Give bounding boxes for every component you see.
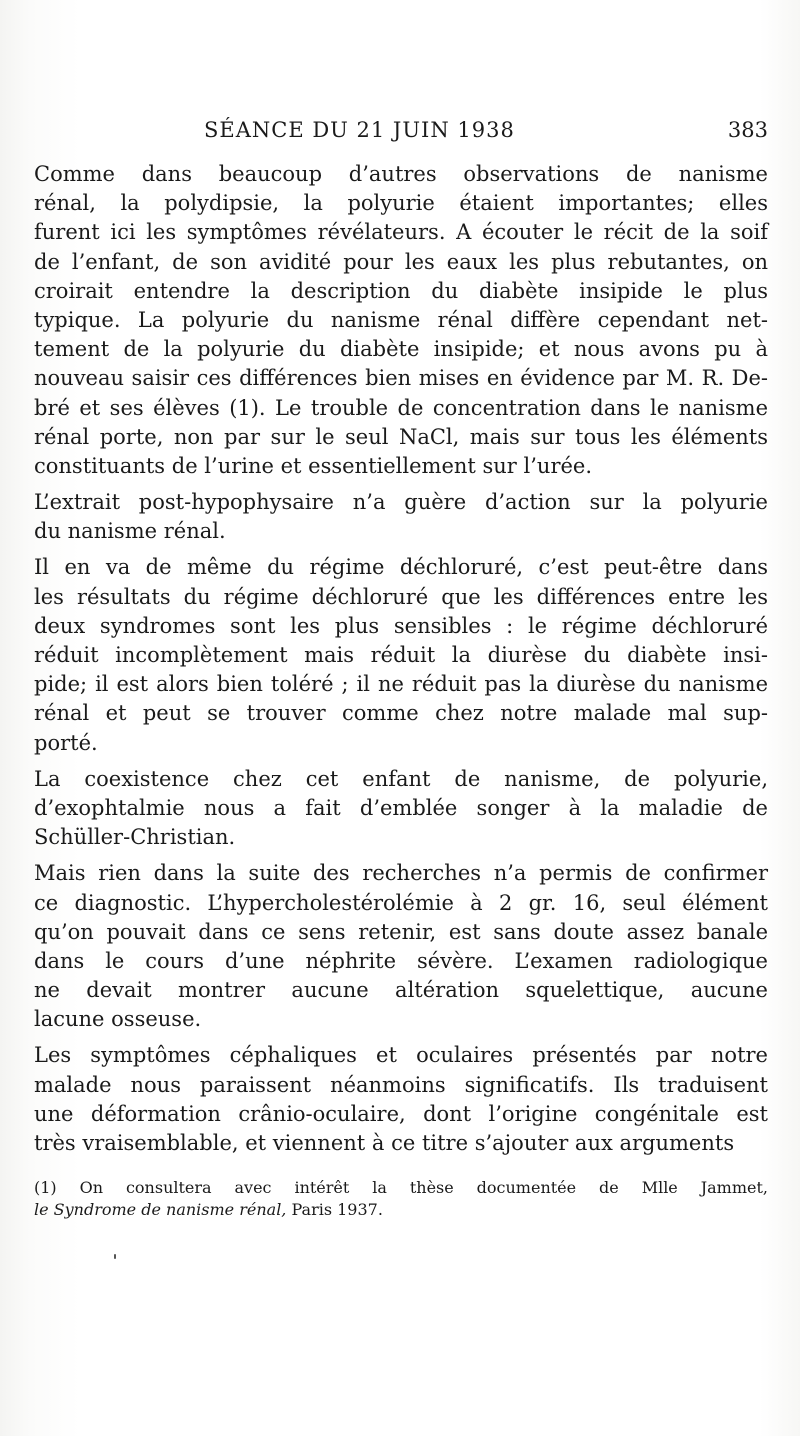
text-line: croirait entendre la description du diabète insipide le plus	[34, 278, 768, 303]
text-line: rénal et peut se trouver comme chez notre malade mal sup-	[34, 701, 768, 726]
text-line: rénal, la polydipsie, la polyurie étaient importantes; elles	[34, 191, 768, 216]
text-line: du nanisme rénal.	[34, 519, 226, 544]
text-line: Schüller-Christian.	[34, 825, 236, 850]
text-line: L’extrait post-hypophysaire n’a guère d’action sur la polyurie	[34, 490, 768, 515]
footnote	[34, 1177, 768, 1221]
paragraph-gap	[34, 546, 768, 553]
paragraph-gap	[34, 852, 768, 859]
text-line: ce diagnostic. L’hypercholestérolémie à 2 gr. 16, seul élément	[34, 890, 768, 915]
paragraph	[34, 1041, 768, 1158]
text-line: malade nous paraissent néanmoins significatifs. Ils traduisent	[34, 1072, 768, 1097]
paper-speck	[114, 1254, 116, 1259]
paragraph-gap	[34, 481, 768, 488]
footnote-line-2	[34, 1199, 768, 1221]
text-line: tement de la polyurie du diabète insipide; et nous avons pu à	[34, 337, 768, 362]
body-text	[34, 160, 768, 1158]
text-line: qu’on pouvait dans ce sens retenir, est sans doute assez banale	[34, 919, 768, 944]
running-head: SÉANCE DU 21 JUIN 1938	[204, 118, 515, 142]
paragraph	[34, 160, 768, 481]
text-line: très vraisemblable, et viennent à ce titre s’ajouter aux arguments	[34, 1131, 735, 1155]
footnote-title: le Syndrome de nanisme rénal,	[34, 1200, 287, 1219]
text-line: rénal porte, non par sur le seul NaCl, mais sur tous les éléments	[34, 424, 768, 449]
text-line: nouveau saisir ces différences bien mises en évidence par M. R. De-	[34, 366, 768, 391]
text-line: Il en va de même du régime déchloruré, c’est peut-être dans	[34, 555, 768, 580]
paragraph-gap	[34, 1034, 768, 1041]
text-line: d’exophtalmie nous a fait d’emblée songer à la maladie de	[34, 795, 768, 820]
text-line: lacune osseuse.	[34, 1007, 202, 1032]
paragraph-gap	[34, 758, 768, 765]
text-line: Mais rien dans la suite des recherches n’a permis de confirmer	[34, 861, 768, 886]
text-line: de l’enfant, de son avidité pour les eaux les plus rebutantes, on	[34, 249, 768, 274]
text-line: Comme dans beaucoup d’autres observations de nanisme	[34, 162, 768, 186]
paragraph	[34, 859, 768, 1034]
page-number: 383	[727, 118, 768, 142]
text-line: pide; il est alors bien toléré ; il ne réduit pas la diurèse du nanisme	[34, 672, 768, 697]
text-line: furent ici les symptômes révélateurs. A écouter le récit de la soif	[34, 220, 768, 245]
paragraph	[34, 553, 768, 757]
text-line: deux syndromes sont les plus sensibles : le régime déchloruré	[34, 613, 768, 638]
footnote-rest: Paris 1937.	[286, 1200, 383, 1219]
text-line: typique. La polyurie du nanisme rénal diffère cependant net-	[34, 307, 768, 332]
text-line: une déformation crânio-oculaire, dont l’origine congénitale est	[34, 1101, 768, 1126]
page-header	[34, 118, 768, 148]
paragraph	[34, 488, 768, 546]
text-line: les résultats du régime déchloruré que les différences entre les	[34, 584, 768, 609]
text-line: dans le cours d’une néphrite sévère. L’examen radiologique	[34, 948, 768, 973]
text-line: ne devait montrer aucune altération squelettique, aucune	[34, 978, 768, 1003]
text-line: bré et ses élèves (1). Le trouble de concentration dans le nanisme	[34, 395, 768, 420]
text-line: constituants de l’urine et essentiellement sur l’urée.	[34, 453, 593, 478]
footnote-line-1: (1) On consultera avec intérêt la thèse documentée de Mlle Jammet,	[34, 1178, 768, 1197]
text-line: La coexistence chez cet enfant de nanisme, de polyurie,	[34, 766, 768, 791]
text-line: Les symptômes céphaliques et oculaires présentés par notre	[34, 1043, 768, 1068]
paragraph	[34, 765, 768, 853]
text-line: porté.	[34, 730, 98, 755]
text-line: réduit incomplètement mais réduit la diurèse du diabète insi-	[34, 643, 768, 667]
